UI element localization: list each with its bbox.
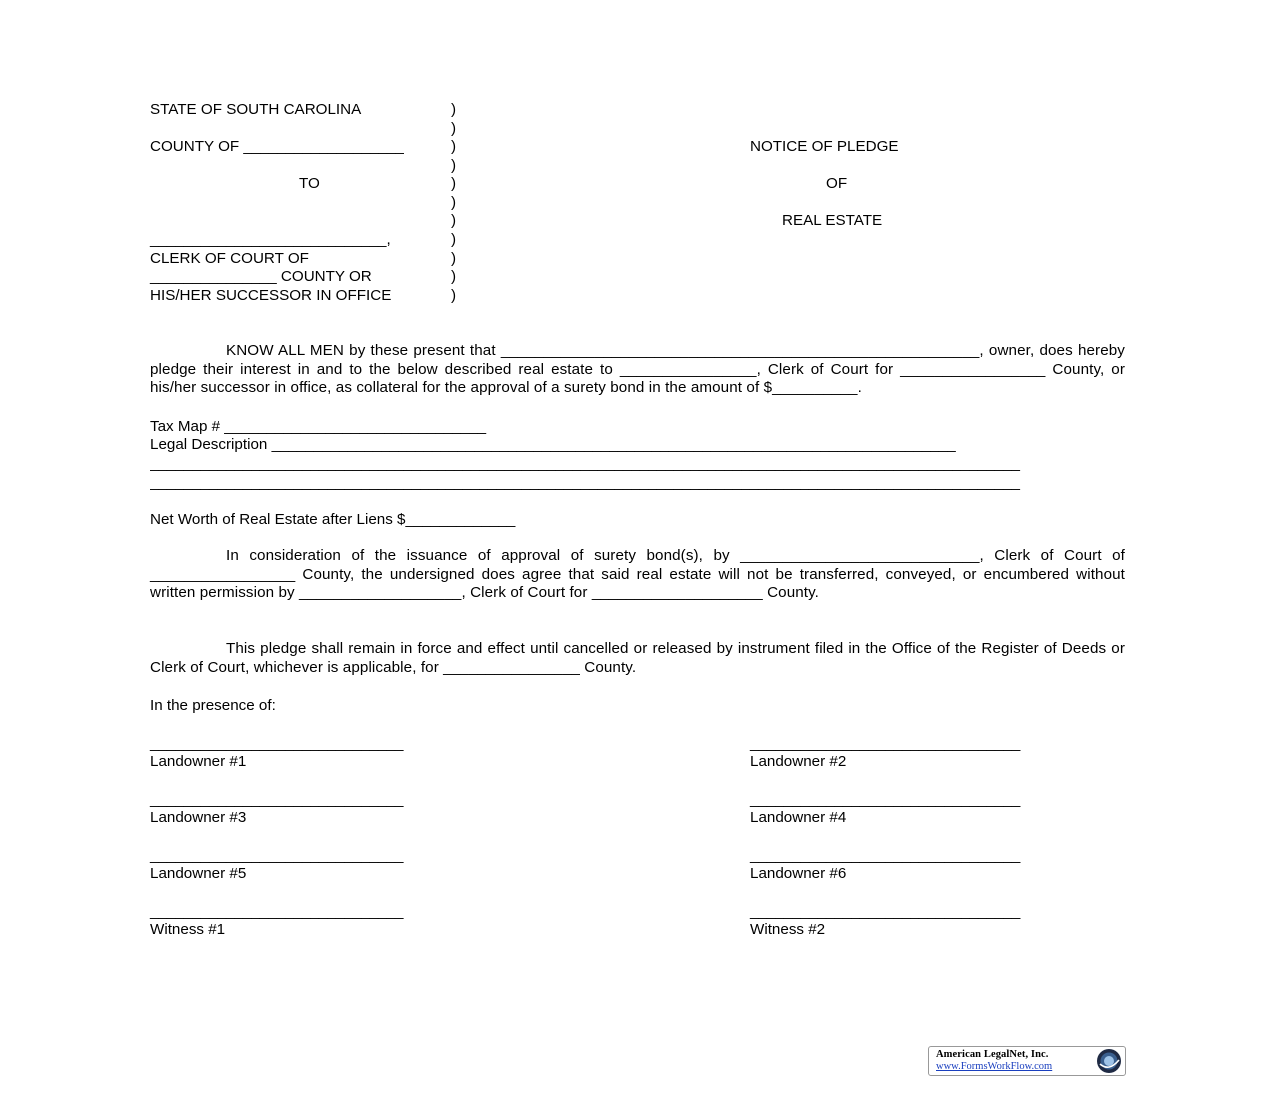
signature-line: ________________________________ <box>750 791 1021 808</box>
document-title-real-estate: REAL ESTATE <box>782 212 883 229</box>
logo-url-link[interactable]: www.FormsWorkFlow.com <box>936 1061 1053 1072</box>
legal-description-line: _______________________________________________________________________________________________________ <box>150 455 1020 472</box>
signature-line: ________________________________ <box>750 735 1021 752</box>
state-heading: STATE OF SOUTH CAROLINA <box>150 101 362 118</box>
witness-1-label: Witness #1 <box>150 921 226 938</box>
landowner-1-label: Landowner #1 <box>150 753 247 770</box>
net-worth-field: Net Worth of Real Estate after Liens $_____________ <box>150 511 516 528</box>
landowner-4-label: Landowner #4 <box>750 809 847 826</box>
presence-label: In the presence of: <box>150 697 276 714</box>
caption-paren: ) <box>451 212 457 229</box>
legal-description-line: _______________________________________________________________________________________________________ <box>150 474 1020 491</box>
successor-in-office: HIS/HER SUCCESSOR IN OFFICE <box>150 287 392 304</box>
signature-line: ______________________________ <box>150 847 404 864</box>
caption-paren: ) <box>451 120 457 137</box>
caption-paren: ) <box>451 287 457 304</box>
document-title: NOTICE OF PLEDGE <box>750 138 899 155</box>
caption-paren: ) <box>451 268 457 285</box>
american-legalnet-logo[interactable] <box>928 1046 1126 1076</box>
signature-line: ________________________________ <box>750 903 1021 920</box>
tax-map-field: Tax Map # _______________________________ <box>150 418 487 435</box>
caption-paren: ) <box>451 250 457 267</box>
caption-paren: ) <box>451 138 457 155</box>
signature-line: ______________________________ <box>150 903 404 920</box>
force-paragraph <box>150 640 1125 677</box>
caption-paren: ) <box>451 231 457 248</box>
landowner-3-label: Landowner #3 <box>150 809 247 826</box>
consideration-paragraph-text: In consideration of the issuance of approval of surety bond(s), by ____________________________, Clerk of Court of _________________ County, the undersigned does agree that said real estate will not be transferred, conveyed, or encumbered without written permission by ___________________, Clerk of Court for ____________________ County. <box>150 547 1125 602</box>
pledge-paragraph <box>150 342 1125 398</box>
signature-line: ______________________________ <box>150 735 404 752</box>
landowner-6-label: Landowner #6 <box>750 865 847 882</box>
legal-description-field: Legal Description _________________________________________________________________________________ <box>150 436 956 453</box>
caption-paren: ) <box>451 175 457 192</box>
logo-company-name: American LegalNet, Inc. <box>936 1049 1049 1060</box>
signature-line: ________________________________ <box>750 847 1021 864</box>
landowner-5-label: Landowner #5 <box>150 865 247 882</box>
caption-paren: ) <box>451 157 457 174</box>
document-title-of: OF <box>826 175 848 192</box>
blank-name-line: ____________________________, <box>150 231 391 248</box>
caption-paren: ) <box>451 194 457 211</box>
to-label: TO <box>299 175 320 192</box>
signature-line: ______________________________ <box>150 791 404 808</box>
witness-2-label: Witness #2 <box>750 921 826 938</box>
pledge-paragraph-text: KNOW ALL MEN by these present that ________________________________________________________, owner, does hereby pledge their interest in and to the below described real estate to ________________, Clerk of Court for _________________ County, or his/her successor in office, as collateral for the approval of a surety bond in the amount of $__________. <box>150 342 1125 397</box>
force-paragraph-text: This pledge shall remain in force and effect until cancelled or released by instrument filed in the Office of the Register of Deeds or Clerk of Court, whichever is applicable, for ________________ County. <box>150 640 1125 676</box>
county-of-line: COUNTY OF ___________________ <box>150 138 404 155</box>
caption-paren: ) <box>451 101 457 118</box>
globe-icon <box>1096 1048 1122 1074</box>
county-or-line: _______________ COUNTY OR <box>150 268 372 285</box>
consideration-paragraph <box>150 547 1125 603</box>
landowner-2-label: Landowner #2 <box>750 753 847 770</box>
clerk-of-court-of: CLERK OF COURT OF <box>150 250 309 267</box>
